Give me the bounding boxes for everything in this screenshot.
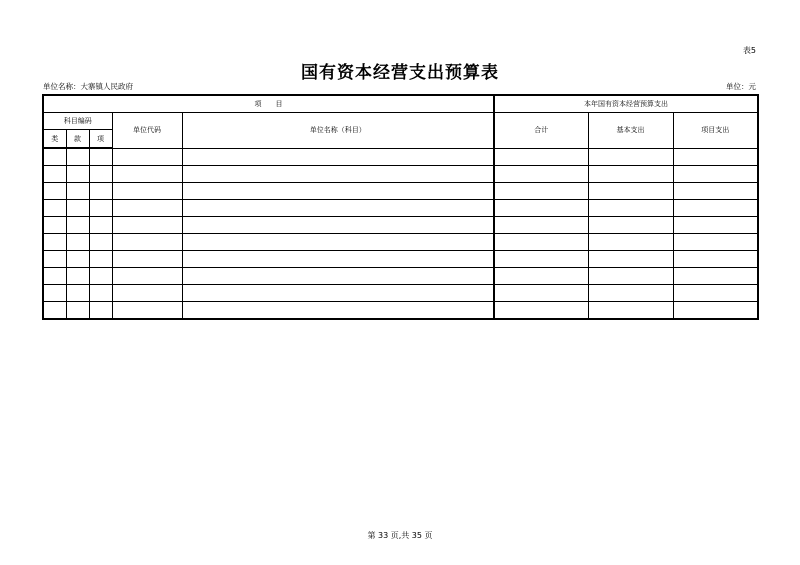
table-cell bbox=[66, 200, 89, 217]
table-cell bbox=[66, 285, 89, 302]
table-cell bbox=[673, 302, 758, 320]
table-cell bbox=[182, 166, 494, 183]
page-title: 国有资本经营支出预算表 bbox=[301, 63, 499, 83]
table-cell bbox=[66, 251, 89, 268]
table-cell bbox=[588, 251, 673, 268]
table-cell bbox=[112, 148, 182, 166]
table-cell bbox=[588, 200, 673, 217]
table-cell bbox=[89, 148, 112, 166]
table-cell bbox=[43, 285, 66, 302]
table-cell bbox=[43, 268, 66, 285]
table-cell bbox=[494, 217, 588, 234]
table-cell bbox=[66, 268, 89, 285]
table-cell bbox=[66, 148, 89, 166]
table-row bbox=[43, 251, 758, 268]
table-cell bbox=[673, 268, 758, 285]
table-cell bbox=[112, 166, 182, 183]
table-cell bbox=[673, 148, 758, 166]
table-cell bbox=[112, 200, 182, 217]
table-cell bbox=[43, 148, 66, 166]
table-cell bbox=[588, 148, 673, 166]
budget-table bbox=[42, 94, 759, 320]
table-cell bbox=[588, 302, 673, 320]
table-cell bbox=[89, 302, 112, 320]
table-cell bbox=[43, 234, 66, 251]
table-cell bbox=[588, 268, 673, 285]
table-cell bbox=[588, 166, 673, 183]
table-cell bbox=[494, 234, 588, 251]
table-cell bbox=[112, 302, 182, 320]
header-unit-name: 单位名称（科目） bbox=[182, 113, 494, 149]
table-cell bbox=[89, 285, 112, 302]
table-cell bbox=[182, 200, 494, 217]
table-cell bbox=[43, 217, 66, 234]
header-item-group: 项 目 bbox=[43, 95, 494, 113]
table-cell bbox=[112, 268, 182, 285]
table-cell bbox=[89, 234, 112, 251]
table-cell bbox=[494, 285, 588, 302]
table-cell bbox=[89, 268, 112, 285]
table-cell bbox=[494, 200, 588, 217]
table-cell bbox=[43, 200, 66, 217]
table-row bbox=[43, 166, 758, 183]
table-cell bbox=[182, 285, 494, 302]
header-budget-group: 本年国有资本经营预算支出 bbox=[494, 95, 758, 113]
table-cell bbox=[494, 166, 588, 183]
table-cell bbox=[182, 217, 494, 234]
page-footer: 第 33 页,共 35 页 bbox=[367, 531, 433, 540]
table-cell bbox=[182, 251, 494, 268]
table-cell bbox=[494, 183, 588, 200]
table-cell bbox=[66, 217, 89, 234]
table-cell bbox=[494, 251, 588, 268]
table-cell bbox=[673, 251, 758, 268]
table-number: 表5 bbox=[742, 46, 756, 55]
table-cell bbox=[89, 200, 112, 217]
table-row bbox=[43, 200, 758, 217]
table-cell bbox=[66, 183, 89, 200]
table-cell bbox=[182, 234, 494, 251]
header-item: 项 bbox=[89, 130, 112, 149]
table-row bbox=[43, 217, 758, 234]
table-cell bbox=[43, 302, 66, 320]
table-cell bbox=[182, 268, 494, 285]
table-row bbox=[43, 183, 758, 200]
table-cell bbox=[89, 166, 112, 183]
header-unit-code: 单位代码 bbox=[112, 113, 182, 149]
table-row bbox=[43, 268, 758, 285]
header-total: 合计 bbox=[494, 113, 588, 149]
header-basic-expense: 基本支出 bbox=[588, 113, 673, 149]
table-cell bbox=[66, 234, 89, 251]
header-class: 类 bbox=[43, 130, 66, 149]
header-project-expense: 项目支出 bbox=[673, 113, 758, 149]
table-cell bbox=[673, 166, 758, 183]
unit-name-label: 单位名称：大寨镇人民政府 bbox=[43, 82, 133, 91]
table-cell bbox=[112, 183, 182, 200]
table-cell bbox=[66, 166, 89, 183]
table-cell bbox=[673, 183, 758, 200]
table-cell bbox=[66, 302, 89, 320]
table-cell bbox=[588, 217, 673, 234]
table-cell bbox=[588, 234, 673, 251]
table-cell bbox=[588, 183, 673, 200]
table-cell bbox=[182, 148, 494, 166]
table-cell bbox=[494, 148, 588, 166]
header-subject-code: 科目编码 bbox=[43, 113, 112, 130]
table-cell bbox=[182, 183, 494, 200]
table-row bbox=[43, 148, 758, 166]
table-cell bbox=[673, 200, 758, 217]
table-cell bbox=[673, 234, 758, 251]
table-cell bbox=[673, 285, 758, 302]
table-row bbox=[43, 285, 758, 302]
table-cell bbox=[673, 217, 758, 234]
table-cell bbox=[89, 183, 112, 200]
table-cell bbox=[112, 251, 182, 268]
header-section: 款 bbox=[66, 130, 89, 149]
table-cell bbox=[43, 251, 66, 268]
table-cell bbox=[182, 302, 494, 320]
table-row bbox=[43, 234, 758, 251]
currency-unit-label: 单位：元 bbox=[726, 82, 756, 91]
table-row bbox=[43, 302, 758, 320]
table-cell bbox=[494, 268, 588, 285]
table-cell bbox=[89, 251, 112, 268]
table-cell bbox=[89, 217, 112, 234]
table-cell bbox=[43, 183, 66, 200]
table-cell bbox=[112, 234, 182, 251]
table-cell bbox=[112, 217, 182, 234]
table-cell bbox=[43, 166, 66, 183]
table-cell bbox=[112, 285, 182, 302]
table-cell bbox=[588, 285, 673, 302]
table-cell bbox=[494, 302, 588, 320]
